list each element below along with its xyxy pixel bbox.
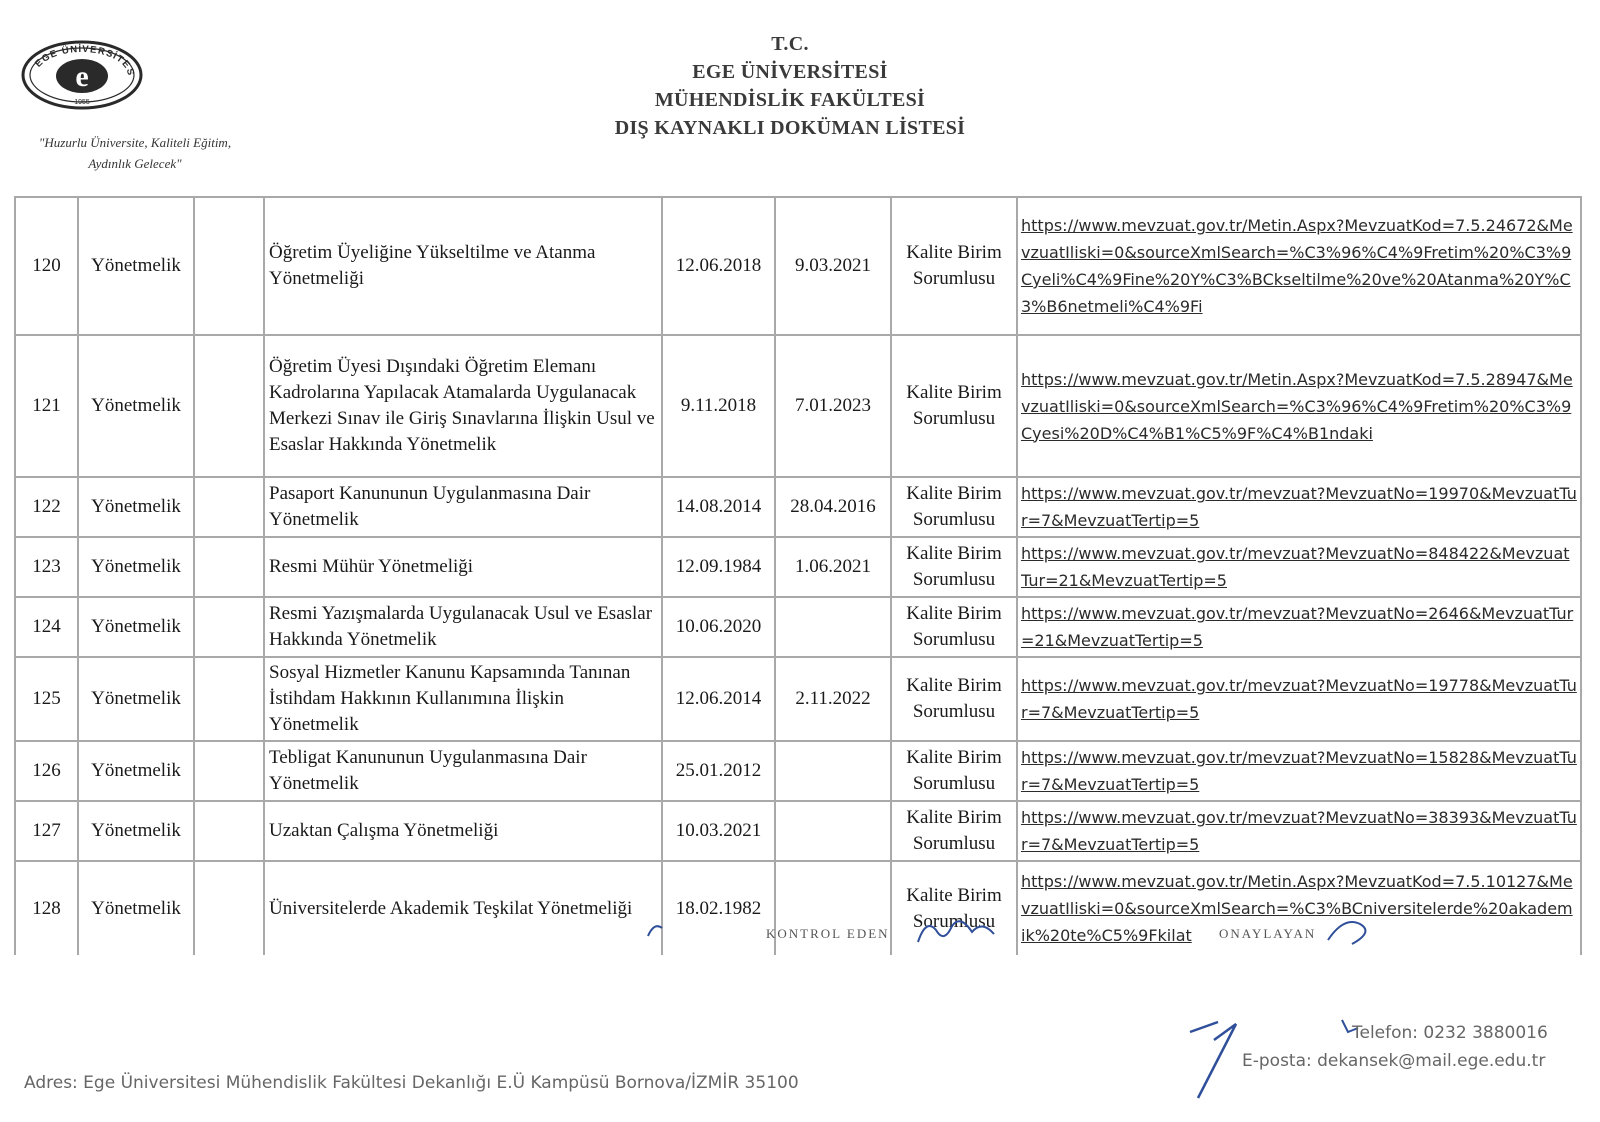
slogan-line-1: "Huzurlu Üniversite, Kaliteli Eğitim, <box>38 135 232 150</box>
document-type: Yönetmelik <box>78 197 194 335</box>
revision-date: 9.03.2021 <box>775 197 891 335</box>
slogan-line-2: Aydınlık Gelecek" <box>88 156 182 171</box>
header-line-title: DIŞ KAYNAKLI DOKÜMAN LİSTESİ <box>614 117 966 139</box>
publish-date: 9.11.2018 <box>662 335 775 477</box>
publish-date: 12.06.2014 <box>662 657 775 741</box>
document-title: Uzaktan Çalışma Yönetmeliği <box>264 801 662 861</box>
logo-year: 1955 <box>74 99 90 106</box>
document-title: Pasaport Kanununun Uygulanmasına Dair Yönetmelik <box>264 477 662 537</box>
row-number: 124 <box>15 597 78 657</box>
document-type: Yönetmelik <box>78 741 194 801</box>
responsible-unit: Kalite Birim Sorumlusu <box>891 597 1017 657</box>
responsible-unit: Kalite Birim Sorumlusu <box>891 861 1017 955</box>
footer-address: Adres: Ege Üniversitesi Mühendislik Fakültesi Dekanlığı E.Ü Kampüsü Bornova/İZMİR 35100 <box>24 1073 799 1093</box>
document-title: Üniversitelerde Akademik Teşkilat Yönetmeliği <box>264 861 662 955</box>
header-line-university: EGE ÜNİVERSİTESİ <box>692 61 888 83</box>
source-link[interactable]: https://www.mevzuat.gov.tr/mevzuat?MevzuatNo=15828&MevzuatTur=7&MevzuatTertip=5 <box>1021 748 1577 794</box>
document-title: Sosyal Hizmetler Kanunu Kapsamında Tanınan İstihdam Hakkının Kullanımına İlişkin Yönetmelik <box>264 657 662 741</box>
document-title: Tebligat Kanununun Uygulanmasına Dair Yönetmelik <box>264 741 662 801</box>
document-type: Yönetmelik <box>78 597 194 657</box>
responsible-unit: Kalite Birim Sorumlusu <box>891 197 1017 335</box>
publish-date: 25.01.2012 <box>662 741 775 801</box>
responsible-unit: Kalite Birim Sorumlusu <box>891 741 1017 801</box>
row-number: 127 <box>15 801 78 861</box>
row-number: 128 <box>15 861 78 955</box>
publish-date: 12.06.2018 <box>662 197 775 335</box>
approver-label: ONAYLAYAN <box>1219 926 1317 941</box>
source-link[interactable]: https://www.mevzuat.gov.tr/mevzuat?MevzuatNo=19970&MevzuatTur=7&MevzuatTertip=5 <box>1021 484 1577 530</box>
publish-date: 10.03.2021 <box>662 801 775 861</box>
document-type: Yönetmelik <box>78 537 194 597</box>
document-title: Öğretim Üyeliğine Yükseltilme ve Atanma Yönetmeliği <box>264 197 662 335</box>
source-link[interactable]: https://www.mevzuat.gov.tr/mevzuat?MevzuatNo=2646&MevzuatTur=21&MevzuatTertip=5 <box>1021 604 1574 650</box>
revision-date: 1.06.2021 <box>775 537 891 597</box>
publish-date: 12.09.1984 <box>662 537 775 597</box>
document-title: Öğretim Üyesi Dışındaki Öğretim Elemanı Kadrolarına Yapılacak Atamalarda Uygulanacak Merkezi Sınav ile Giriş Sınavlarına İlişkin Usul ve Esaslar Hakkında Yönetmelik <box>264 335 662 477</box>
row-number: 125 <box>15 657 78 741</box>
document-title: Resmi Yazışmalarda Uygulanacak Usul ve Esaslar Hakkında Yönetmelik <box>264 597 662 657</box>
signature-scribble-2 <box>918 921 994 942</box>
document-title: Resmi Mühür Yönetmeliği <box>264 537 662 597</box>
logo-letter: e <box>75 60 89 93</box>
header-line-faculty: MÜHENDİSLİK FAKÜLTESİ <box>654 89 926 111</box>
logo-ring-text: EGE ÜNİVERSİTES <box>32 43 137 78</box>
signature-scribble-4 <box>1190 1022 1218 1032</box>
source-link[interactable]: https://www.mevzuat.gov.tr/mevzuat?MevzuatNo=848422&MevzuatTur=21&MevzuatTertip=5 <box>1021 544 1570 590</box>
signature-scribble-5 <box>1198 1024 1236 1098</box>
controller-label: KONTROL EDEN <box>766 926 890 941</box>
signature-scribble-1 <box>648 926 662 936</box>
revision-date: 28.04.2016 <box>775 477 891 537</box>
source-link[interactable]: https://www.mevzuat.gov.tr/Metin.Aspx?MevzuatKod=7.5.28947&MevzuatIliski=0&sourceXmlSearch=%C3%96%C4%9Fretim%20%C3%9Cyesi%20D%C4%B1%C5%9F%C4%B1ndaki <box>1021 369 1573 443</box>
revision-date: 7.01.2023 <box>775 335 891 477</box>
document-type: Yönetmelik <box>78 801 194 861</box>
publish-date: 10.06.2020 <box>662 597 775 657</box>
row-number: 126 <box>15 741 78 801</box>
row-number: 121 <box>15 335 78 477</box>
source-link[interactable]: https://www.mevzuat.gov.tr/mevzuat?MevzuatNo=19778&MevzuatTur=7&MevzuatTertip=5 <box>1021 676 1577 722</box>
source-link[interactable]: https://www.mevzuat.gov.tr/Metin.Aspx?MevzuatKod=7.5.24672&MevzuatIliski=0&sourceXmlSearch=%C3%96%C4%9Fretim%20%C3%9Cyeli%C4%9Fine%20Y%C3%BCkseltilme%20ve%20Atanma%20Y%C3%B6netmeli%C4%9Fi <box>1021 216 1573 316</box>
revision-date: 2.11.2022 <box>775 657 891 741</box>
document-type: Yönetmelik <box>78 335 194 477</box>
document-type: Yönetmelik <box>78 477 194 537</box>
footer-email: E-posta: dekansek@mail.ege.edu.tr <box>1242 1051 1546 1071</box>
source-link[interactable]: https://www.mevzuat.gov.tr/Metin.Aspx?MevzuatKod=7.5.10127&MevzuatIliski=0&sourceXmlSearch=%C3%BCniversitelerde%20akademik%20te%C5%9Fkilat <box>1021 872 1573 945</box>
footer-phone: Telefon: 0232 3880016 <box>1352 1023 1548 1043</box>
responsible-unit: Kalite Birim Sorumlusu <box>891 477 1017 537</box>
responsible-unit: Kalite Birim Sorumlusu <box>891 657 1017 741</box>
responsible-unit: Kalite Birim Sorumlusu <box>891 801 1017 861</box>
publish-date: 14.08.2014 <box>662 477 775 537</box>
source-link[interactable]: https://www.mevzuat.gov.tr/mevzuat?MevzuatNo=38393&MevzuatTur=7&MevzuatTertip=5 <box>1021 808 1577 854</box>
row-number: 120 <box>15 197 78 335</box>
responsible-unit: Kalite Birim Sorumlusu <box>891 335 1017 477</box>
row-number: 123 <box>15 537 78 597</box>
row-number: 122 <box>15 477 78 537</box>
header-line-country: T.C. <box>771 33 809 55</box>
document-type: Yönetmelik <box>78 861 194 955</box>
document-type: Yönetmelik <box>78 657 194 741</box>
signature-scribble-3 <box>1328 922 1365 944</box>
responsible-unit: Kalite Birim Sorumlusu <box>891 537 1017 597</box>
publish-date: 18.02.1982 <box>662 861 775 955</box>
